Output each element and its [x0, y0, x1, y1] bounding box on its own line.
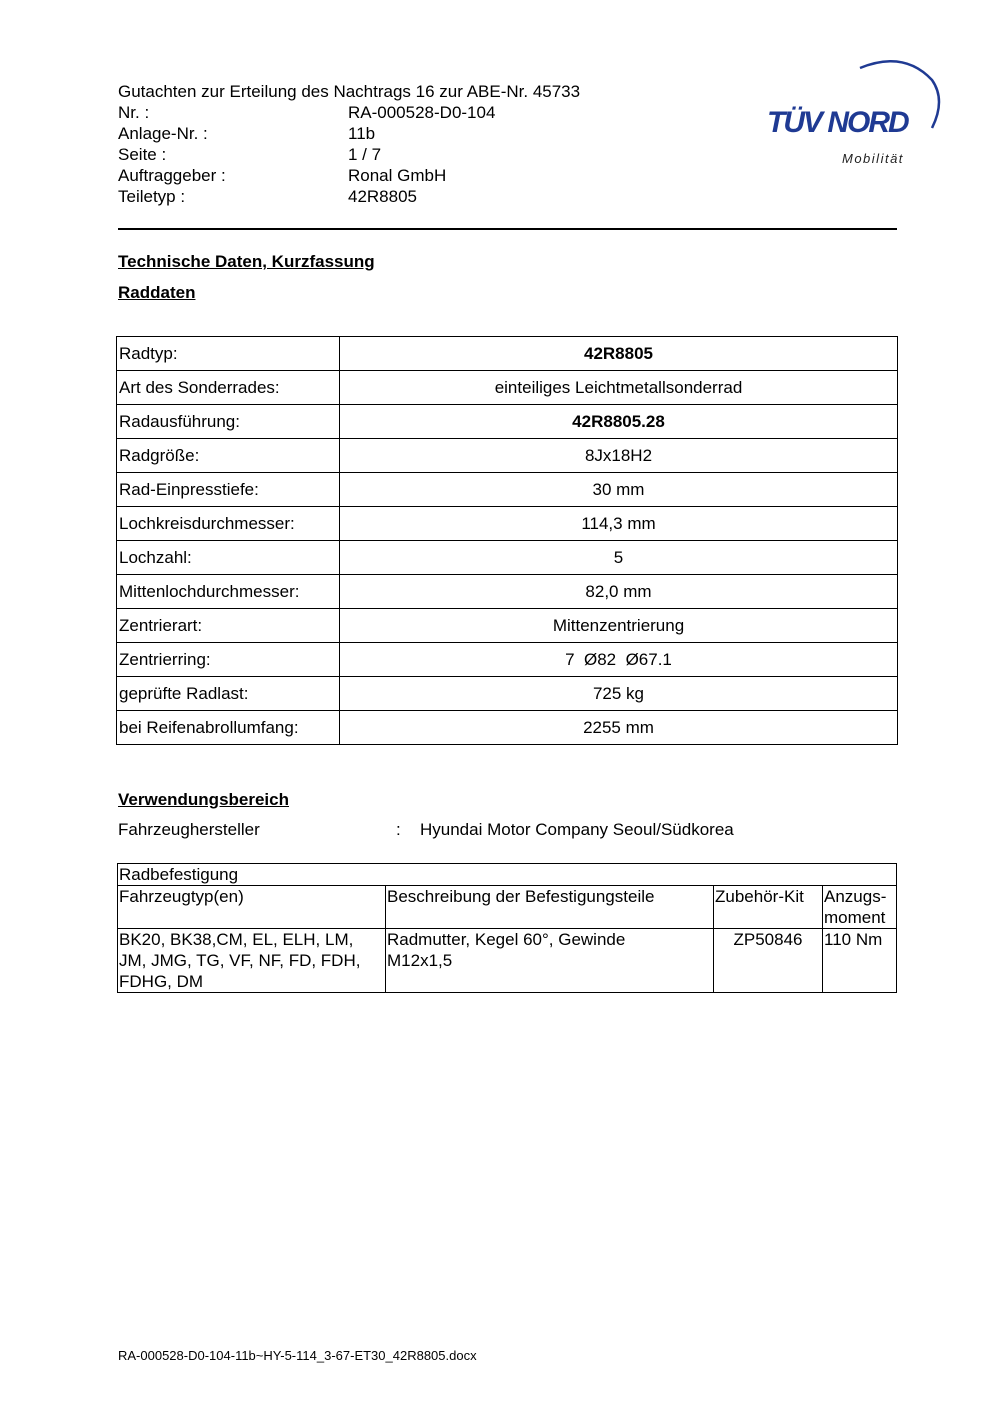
- table-row: [117, 575, 898, 609]
- header-value: 1 / 7: [348, 145, 382, 164]
- table-value: 8Jx18H2: [340, 439, 898, 473]
- table-row: [117, 405, 898, 439]
- table-label: Lochkreisdurchmesser:: [117, 507, 340, 541]
- table-label: Art des Sonderrades:: [117, 371, 340, 405]
- table-label: Mittenlochdurchmesser:: [117, 575, 340, 609]
- table-value: 725 kg: [340, 677, 898, 711]
- header-label: Anlage-Nr. :: [118, 124, 208, 143]
- header-value: RA-000528-D0-104: [348, 103, 496, 122]
- table-row: [117, 439, 898, 473]
- table-label: Radausführung:: [117, 405, 340, 439]
- table-value: 7 Ø82 Ø67.1: [340, 643, 898, 677]
- manufacturer-line: [118, 820, 734, 840]
- cell-line: FDHG, DM: [119, 972, 204, 991]
- table-row: [117, 473, 898, 507]
- table-row: [117, 677, 898, 711]
- header-row-nr: [118, 102, 580, 123]
- table-label: bei Reifenabrollumfang:: [117, 711, 340, 745]
- header-label: Nr. :: [118, 103, 150, 122]
- document-header: [118, 81, 580, 207]
- table-label: Zentrierart:: [117, 609, 340, 643]
- radbefestigung-table: [117, 863, 897, 993]
- table-header-row: [118, 886, 897, 929]
- tuev-nord-logo: [764, 58, 944, 173]
- table-value: 30 mm: [340, 473, 898, 507]
- table-row: [117, 371, 898, 405]
- header-row-seite: [118, 144, 580, 165]
- table-value: 114,3 mm: [340, 507, 898, 541]
- raddaten-title: Raddaten: [118, 283, 196, 302]
- table-title-row: [118, 864, 897, 886]
- table-value: 42R8805.28: [340, 405, 898, 439]
- description-cell: [386, 929, 714, 993]
- header-line: moment: [824, 908, 886, 927]
- vehicle-types-cell: [118, 929, 386, 993]
- table-label: Zentrierring:: [117, 643, 340, 677]
- section-title: Technische Daten, Kurzfassung: [118, 252, 375, 271]
- header-row-auftraggeber: [118, 165, 580, 186]
- table-row: [117, 711, 898, 745]
- cell-line: JM, JMG, TG, VF, NF, FD, FDH,: [119, 951, 361, 970]
- manufacturer-colon: :: [396, 820, 401, 839]
- logo-subtitle: Mobilität: [842, 151, 904, 166]
- cell-line: Radmutter, Kegel 60°, Gewinde: [387, 930, 626, 949]
- header-row-anlage: [118, 123, 580, 144]
- raddaten-table: [116, 336, 898, 745]
- header-line: Anzugs-: [824, 887, 887, 906]
- table-value: Mittenzentrierung: [340, 609, 898, 643]
- table-row: [117, 541, 898, 575]
- header-value: 11b: [348, 124, 376, 143]
- cell-line: M12x1,5: [387, 951, 453, 970]
- table-title: Radbefestigung: [118, 864, 897, 886]
- verwendung-title: Verwendungsbereich: [118, 790, 289, 809]
- header-label: Auftraggeber :: [118, 166, 226, 185]
- table-label: Rad-Einpresstiefe:: [117, 473, 340, 507]
- table-label: Lochzahl:: [117, 541, 340, 575]
- table-row: [118, 929, 897, 993]
- header-label: Teiletyp :: [118, 187, 186, 206]
- table-row: [117, 507, 898, 541]
- table-value: 5: [340, 541, 898, 575]
- table-value: 2255 mm: [340, 711, 898, 745]
- header-label: Seite :: [118, 145, 167, 164]
- logo-brand: TÜV NORD: [767, 106, 908, 139]
- column-header-torque: [823, 886, 897, 929]
- header-row-teiletyp: [118, 186, 580, 207]
- torque-cell: 110 Nm: [823, 929, 897, 993]
- cell-line: BK20, BK38,CM, EL, ELH, LM,: [119, 930, 354, 949]
- table-row: [117, 643, 898, 677]
- header-divider: [118, 228, 897, 230]
- table-label: geprüfte Radlast:: [117, 677, 340, 711]
- table-label: Radgröße:: [117, 439, 340, 473]
- table-value: 42R8805: [340, 337, 898, 371]
- column-header-kit: Zubehör-Kit: [714, 886, 823, 929]
- document-footer: RA-000528-D0-104-11b~HY-5-114_3-67-ET30_42R8805.docx: [118, 1348, 477, 1363]
- header-value: Ronal GmbH: [348, 166, 447, 185]
- header-title: Gutachten zur Erteilung des Nachtrags 16 zur ABE-Nr. 45733: [118, 82, 581, 101]
- column-header-description: Beschreibung der Befestigungsteile: [386, 886, 714, 929]
- column-header-types: Fahrzeugtyp(en): [118, 886, 386, 929]
- header-value: 42R8805: [348, 187, 418, 206]
- table-label: Radtyp:: [117, 337, 340, 371]
- table-row: [117, 609, 898, 643]
- table-value: 82,0 mm: [340, 575, 898, 609]
- manufacturer-value: Hyundai Motor Company Seoul/Südkorea: [420, 820, 734, 839]
- manufacturer-label: Fahrzeughersteller: [118, 820, 260, 839]
- kit-cell: ZP50846: [714, 929, 823, 993]
- table-value: einteiliges Leichtmetallsonderrad: [340, 371, 898, 405]
- table-row: [117, 337, 898, 371]
